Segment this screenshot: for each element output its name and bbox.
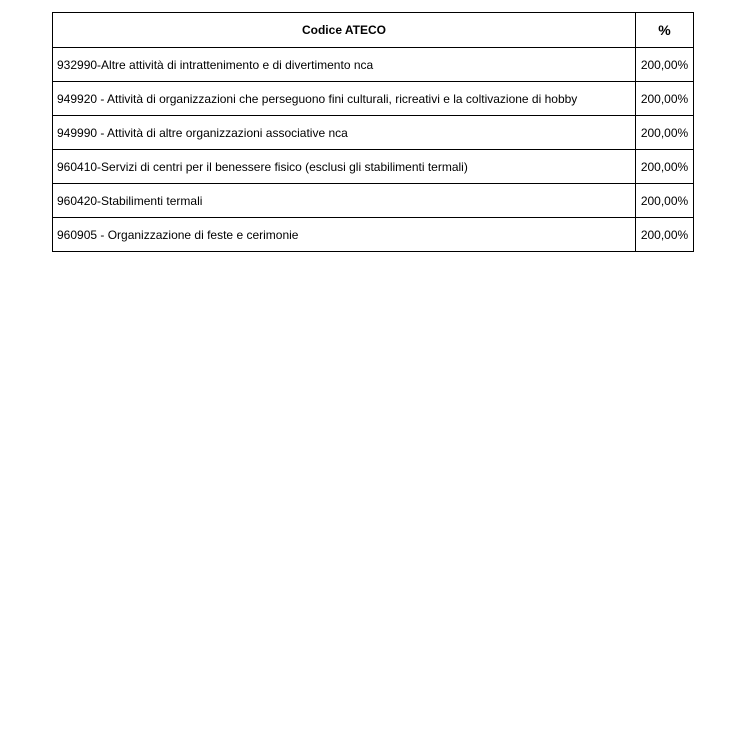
percent-cell: 200,00% [636,184,694,218]
percent-cell: 200,00% [636,218,694,252]
table-body [53,48,694,252]
header-percent: % [636,13,694,48]
ateco-code-cell: 960420-Stabilimenti termali [53,184,636,218]
table-header [53,13,694,48]
percent-cell: 200,00% [636,150,694,184]
ateco-code-cell: 960905 - Organizzazione di feste e cerimonie [53,218,636,252]
table-row [53,82,694,116]
percent-cell: 200,00% [636,116,694,150]
ateco-table [52,12,694,252]
table-row [53,48,694,82]
table-row [53,184,694,218]
ateco-code-cell: 949920 - Attività di organizzazioni che perseguono fini culturali, ricreativi e la coltivazione di hobby [53,82,636,116]
table-row [53,150,694,184]
ateco-code-cell: 949990 - Attività di altre organizzazioni associative nca [53,116,636,150]
table-row [53,218,694,252]
percent-cell: 200,00% [636,82,694,116]
ateco-code-cell: 932990-Altre attività di intrattenimento e di divertimento nca [53,48,636,82]
table-row [53,116,694,150]
percent-cell: 200,00% [636,48,694,82]
ateco-code-cell: 960410-Servizi di centri per il benessere fisico (esclusi gli stabilimenti termali) [53,150,636,184]
header-codice-ateco: Codice ATECO [53,13,636,48]
header-row [53,13,694,48]
